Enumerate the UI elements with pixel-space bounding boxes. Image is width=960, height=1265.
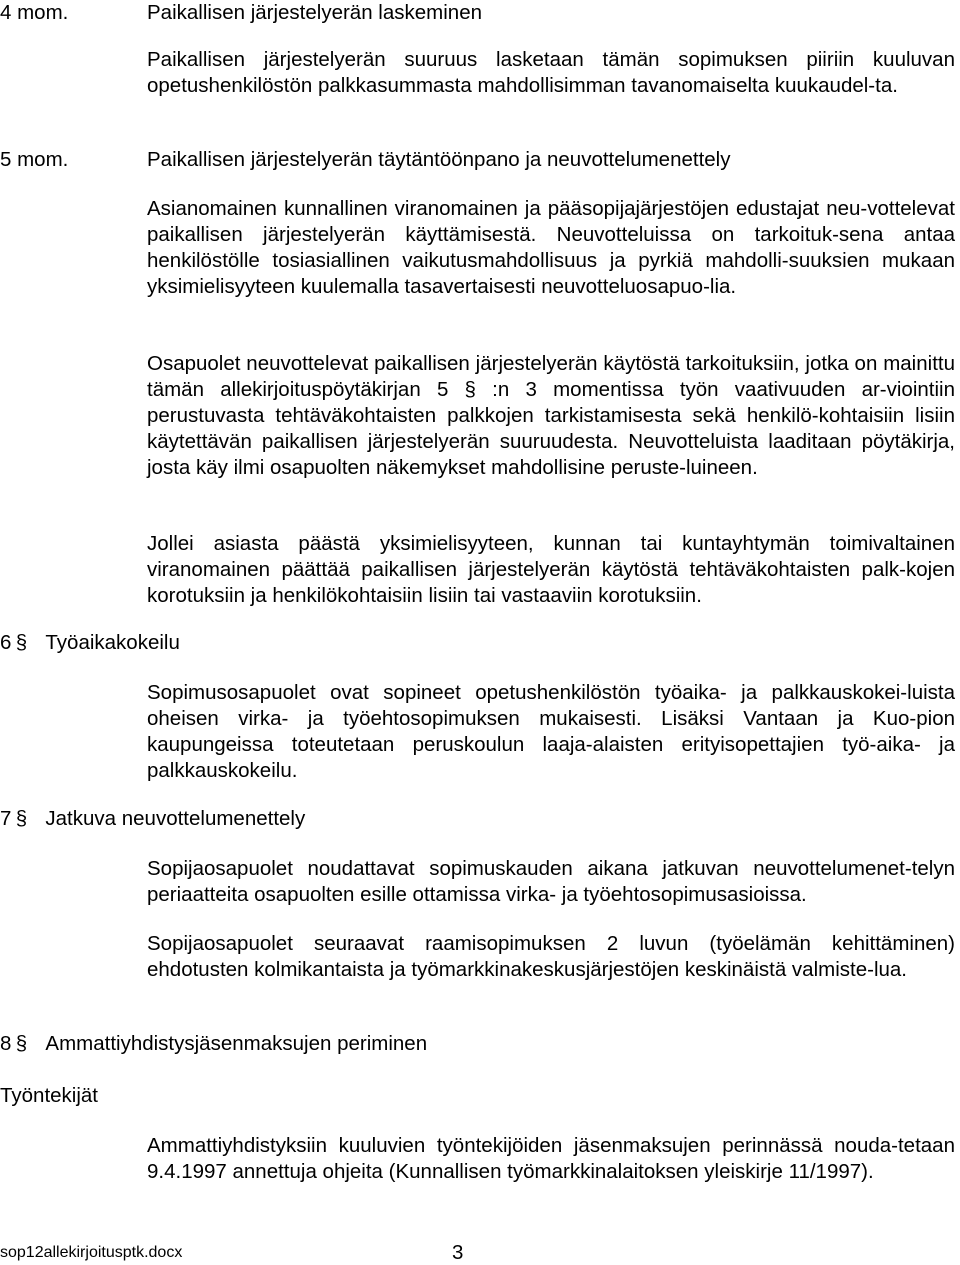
section-7-paragraph-1: Sopijaosapuolet noudattavat sopimuskauden aikana jatkuvan neuvottelumenet-telyn periaatteita osapuolten esille ottamissa virka- ja työehtosopimusasioissa. <box>147 857 955 906</box>
section-6-paragraph-1: Sopimusosapuolet ovat sopineet opetushenkilöstön työaika- ja palkkauskokei-luista oheisen virka- ja työehtosopimuksen mukaisesti. Lisäksi Vantaan ja Kuo-pion kaupungeissa toteutetaan peruskoulun laaja-alaisten erityisopettajien työ-aika- ja palkkauskokeilu. <box>147 681 955 782</box>
section-7-paragraph-2: Sopijaosapuolet seuraavat raamisopimuksen 2 luvun (työelämän kehittäminen) ehdotusten kolmikantaista ja työmarkkinakeskusjärjestöjen keskinäistä valmiste-lua. <box>147 932 955 981</box>
footer-page-number: 3 <box>452 1241 464 1264</box>
section-8-paragraph-1: Ammattiyhdistyksiin kuuluvien työntekijöiden jäsenmaksujen perinnässä nouda-tetaan 9.4.1997 annettuja ohjeita (Kunnallisen työmarkkinalaitoksen yleiskirje 11/1997). <box>147 1134 955 1183</box>
section-7-header <box>0 806 305 832</box>
section-6-header <box>0 630 180 656</box>
section-8-subheading: Työntekijät <box>0 1084 98 1107</box>
section-4mom-paragraph-1: Paikallisen järjestelyerän suuruus lasketaan tämän sopimuksen piiriin kuuluvan opetushenkilöstön palkkasummasta mahdollisimman tavanomaiselta kuukaudel-ta. <box>147 48 955 97</box>
section-6-symbol: § <box>15 631 28 654</box>
section-5mom-paragraph-2: Osapuolet neuvottelevat paikallisen järjestelyerän käytöstä tarkoituksiin, jotka on mainittu tämän allekirjoituspöytäkirjan 5 § :n 3 momentissa työn vaativuuden ar-viointiin perustuvasta tehtäväkohtaisten palkkojen tarkistamisesta sekä henkilö-kohtaisiin lisiin käytettävän paikallisen järjestelyerän suuruudesta. Neuvotteluista laaditaan pöytäkirja, josta käy ilmi osapuolten näkemykset mahdollisine peruste-luineen. <box>147 352 955 479</box>
section-6-heading: Työaikakokeilu <box>45 631 180 654</box>
section-8-number: 8 <box>0 1032 12 1055</box>
footer-filename: sop12allekirjoitusptk.docx <box>0 1244 183 1261</box>
section-5mom-paragraph-3: Jollei asiasta päästä yksimielisyyteen, kunnan tai kuntayhtymän toimivaltainen viranomainen päättää paikallisen järjestelyerän käytöstä tehtäväkohtaisten palk-kojen korotuksiin ja henkilökohtaisiin lisiin tai vastaaviin korotuksiin. <box>147 532 955 607</box>
section-8-symbol: § <box>15 1032 28 1055</box>
section-4mom-label: 4 mom. <box>0 1 69 24</box>
section-5mom-label: 5 mom. <box>0 148 69 171</box>
section-6-number: 6 <box>0 631 12 654</box>
section-5mom-paragraph-1: Asianomainen kunnallinen viranomainen ja pääsopijajärjestöjen edustajat neu-vottelevat paikallisen järjestelyerän käyttämisestä. Neuvotteluissa on tarkoituk-sena antaa henkilöstölle tosiasiallinen vaikutusmahdollisuus ja pyrkiä mahdolli-suuksien mukaan yksimielisyyteen kuulemalla tasavertaisesti neuvotteluosapuo-lia. <box>147 197 955 298</box>
section-8-heading: Ammattiyhdistysjäsenmaksujen periminen <box>45 1032 428 1055</box>
section-8-header <box>0 1031 427 1057</box>
section-5mom-heading: Paikallisen järjestelyerän täytäntöönpano ja neuvottelumenettely <box>147 148 731 171</box>
section-7-heading: Jatkuva neuvottelumenettely <box>45 807 306 830</box>
section-7-number: 7 <box>0 807 12 830</box>
section-7-symbol: § <box>15 807 28 830</box>
section-4mom-heading: Paikallisen järjestelyerän laskeminen <box>147 1 482 24</box>
